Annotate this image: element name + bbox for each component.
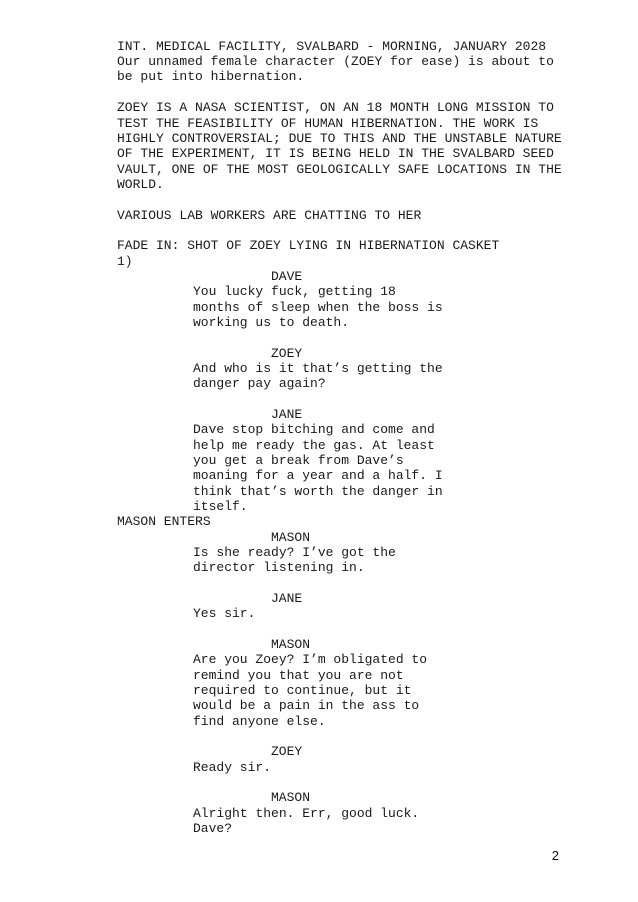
dialogue-line: Dave? <box>193 821 233 836</box>
description-line: TEST THE FEASIBILITY OF HUMAN HIBERNATION. THE WORK IS <box>117 116 539 131</box>
action-line: MASON ENTERS <box>117 514 211 529</box>
description-line: ZOEY IS A NASA SCIENTIST, ON AN 18 MONTH LONG MISSION TO <box>117 100 554 115</box>
dialogue-line: danger pay again? <box>193 376 326 391</box>
description-line: WORLD. <box>117 177 164 192</box>
dialogue-line: Dave stop bitching and come and <box>193 422 435 437</box>
character-name: ZOEY <box>271 346 303 361</box>
character-name: MASON <box>271 637 311 652</box>
dialogue-line: itself. <box>193 499 248 514</box>
transition-line: FADE IN: SHOT OF ZOEY LYING IN HIBERNATION CASKET <box>117 238 500 253</box>
shot-number: 1) <box>117 254 133 269</box>
dialogue-line: Is she ready? I’ve got the <box>193 545 396 560</box>
dialogue-line: director listening in. <box>193 560 365 575</box>
dialogue-line: would be a pain in the ass to <box>193 698 420 713</box>
character-name: MASON <box>271 530 311 545</box>
page-number: 2 <box>551 848 559 863</box>
dialogue-line: months of sleep when the boss is <box>193 300 443 315</box>
character-name: ZOEY <box>271 744 303 759</box>
dialogue-line: And who is it that’s getting the <box>193 361 443 376</box>
character-name: DAVE <box>271 269 303 284</box>
character-name: MASON <box>271 790 311 805</box>
description-line: HIGHLY CONTROVERSIAL; DUE TO THIS AND THE UNSTABLE NATURE <box>117 131 562 146</box>
description-line: VAULT, ONE OF THE MOST GEOLOGICALLY SAFE LOCATIONS IN THE <box>117 162 562 177</box>
action-line: VARIOUS LAB WORKERS ARE CHATTING TO HER <box>117 208 422 223</box>
dialogue-line: working us to death. <box>193 315 350 330</box>
dialogue-line: Ready sir. <box>193 760 272 775</box>
dialogue-line: Yes sir. <box>193 606 256 621</box>
character-name: JANE <box>271 591 303 606</box>
dialogue-line: you get a break from Dave’s <box>193 453 404 468</box>
dialogue-line: find anyone else. <box>193 714 326 729</box>
dialogue-line: Alright then. Err, good luck. <box>193 806 420 821</box>
dialogue-line: think that’s worth the danger in <box>193 484 443 499</box>
character-name: JANE <box>271 407 303 422</box>
scene-heading: INT. MEDICAL FACILITY, SVALBARD - MORNING, JANUARY 2028 <box>117 39 547 54</box>
dialogue-line: moaning for a year and a half. I <box>193 468 443 483</box>
intro-line: Our unnamed female character (ZOEY for ease) is about to <box>117 54 554 69</box>
dialogue-line: Are you Zoey? I’m obligated to <box>193 652 428 667</box>
description-line: OF THE EXPERIMENT, IT IS BEING HELD IN THE SVALBARD SEED <box>117 146 554 161</box>
dialogue-line: You lucky fuck, getting 18 <box>193 284 396 299</box>
dialogue-line: required to continue, but it <box>193 683 412 698</box>
dialogue-line: help me ready the gas. At least <box>193 438 435 453</box>
dialogue-line: remind you that you are not <box>193 668 404 683</box>
intro-line: be put into hibernation. <box>117 69 305 84</box>
